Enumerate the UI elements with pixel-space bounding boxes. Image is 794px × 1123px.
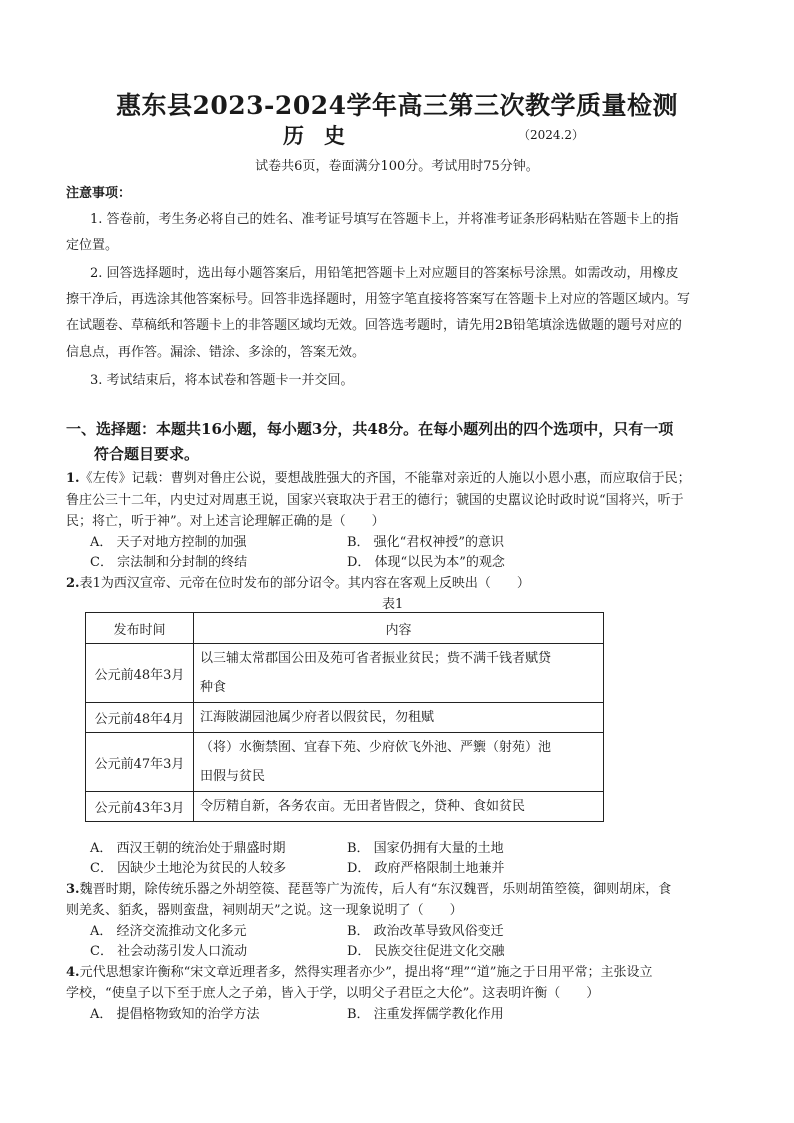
table-cell-content: 以三辅太常郡国公田及苑可省者振业贫民；赀不满千钱者赋贷 种食 <box>194 644 604 703</box>
section-heading: 一、选择题：本题共16小题，每小题3分，共48分。在每小题列出的四个选项中，只有一项 <box>66 420 674 438</box>
question-number: 1. <box>66 471 80 486</box>
exam-title: 惠东县2023-2024学年高三第三次教学质量检测 <box>115 91 679 120</box>
question-number: 2. <box>66 576 80 591</box>
option-d: D． 民族交往促进文化交融 <box>347 944 505 959</box>
subject-title: 历史 <box>283 123 365 148</box>
option-c: C． 因缺少土地沦为贫民的人较多 <box>90 861 287 876</box>
option-b: B． 强化“君权神授”的意识 <box>347 535 504 550</box>
table-header: 内容 <box>194 613 604 644</box>
option-c: C． 宗法制和分封制的终结 <box>90 555 248 570</box>
section-heading-cont: 符合题目要求。 <box>94 445 200 463</box>
notice-line: 在试题卷、草稿纸和答题卡上的非答题区域均无效。回答选考题时，请先用2B铅笔填涂选做题的题号对应的 <box>66 318 682 333</box>
question-1-line: 鲁庄公三十二年，内史过对周惠王说，国家兴衰取决于君王的德行；虢国的史嚚议论时政时说“国将兴，听于 <box>66 493 684 508</box>
notice-line: 1. 答卷前，考生务必将自己的姓名、准考证号填写在答题卡上，并将准考证条形码粘贴在答题卡上的指 <box>90 212 679 227</box>
option-b: B． 国家仍拥有大量的土地 <box>347 841 504 856</box>
question-1-line: 1.《左传》记载：曹刿对鲁庄公说，要想战胜强大的齐国，不能靠对亲近的人施以小恩小惠，而应取信于民； <box>66 471 691 486</box>
table-row <box>86 792 604 822</box>
notice-line: 2. 回答选择题时，选出每小题答案后，用铅笔把答题卡上对应题目的答案标号涂黑。如需改动，用橡皮 <box>90 266 679 281</box>
option-a: A． 西汉王朝的统治处于鼎盛时期 <box>90 841 286 856</box>
notice-line: 3. 考试结束后，将本试卷和答题卡一并交回。 <box>90 373 354 388</box>
table-cell-time: 公元前48年3月 <box>86 644 194 703</box>
table-row <box>86 703 604 733</box>
notice-line: 定位置。 <box>66 238 119 253</box>
option-a: A． 天子对地方控制的加强 <box>90 535 247 550</box>
question-4-line: 4.元代思想家许衡称“宋文章近理者多，然得实理者亦少”，提出将“理”“道”施之于日用平常；主张设立 <box>66 965 653 980</box>
notice-line: 擦干净后，再选涂其他答案标号。回答非选择题时，用签字笔直接将答案写在答题卡上对应的答题区域内。写 <box>66 292 691 307</box>
question-number: 4. <box>66 965 80 980</box>
notice-line: 信息点，再作答。漏涂、错涂、多涂的，答案无效。 <box>66 345 366 360</box>
table-cell-content: 令厉精自新，各务农亩。无田者皆假之，贷种、食如贫民 <box>194 792 604 822</box>
option-c: C． 社会动荡引发人口流动 <box>90 944 248 959</box>
table-header-row <box>86 613 604 644</box>
option-b: B． 注重发挥儒学教化作用 <box>347 1007 504 1022</box>
table-cell-time: 公元前47年3月 <box>86 733 194 792</box>
edict-table <box>85 612 604 822</box>
table-cell-content: （将）水衡禁囿、宜春下苑、少府佽飞外池、严籞（射苑）池 田假与贫民 <box>194 733 604 792</box>
table-row <box>86 733 604 792</box>
option-d: D． 体现“以民为本”的观念 <box>347 555 505 570</box>
option-a: A． 经济交流推动文化多元 <box>90 924 247 939</box>
question-1-line: 民；将亡，听于神”。对上述言论理解正确的是（ ） <box>66 514 385 529</box>
exam-info: 试卷共6页，卷面满分100分。考试用时75分钟。 <box>255 159 539 174</box>
question-2-line: 2.表1为西汉宣帝、元帝在位时发布的部分诏令。其内容在客观上反映出（ ） <box>66 576 530 591</box>
option-a: A． 提倡格物致知的治学方法 <box>90 1007 260 1022</box>
option-b: B． 政治改革导致风俗变迁 <box>347 924 504 939</box>
table-cell-time: 公元前43年3月 <box>86 792 194 822</box>
notice-heading: 注意事项： <box>66 186 132 201</box>
question-number: 3. <box>66 882 80 897</box>
question-4-line: 学校，“使皇子以下至于庶人之子弟，皆入于学，以明父子君臣之大伦”。这表明许衡（ ） <box>66 986 600 1001</box>
option-d: D． 政府严格限制土地兼并 <box>347 861 505 876</box>
table-cell-time: 公元前48年4月 <box>86 703 194 733</box>
table-cell-content: 江海陂湖园池属少府者以假贫民，勿租赋 <box>194 703 604 733</box>
exam-date: （2024.2） <box>518 128 584 142</box>
question-3-line: 则羌炙、貊炙，器则蛮盘，祠则胡天”之说。这一现象说明了（ ） <box>66 903 463 918</box>
table-header: 发布时间 <box>86 613 194 644</box>
table-caption: 表1 <box>382 597 404 612</box>
table-row <box>86 644 604 703</box>
question-3-line: 3.魏晋时期，除传统乐器之外胡箜篌、琵琶等广为流传，后人有“东汉魏晋，乐则胡笛箜篌，御则胡床，食 <box>66 882 672 897</box>
